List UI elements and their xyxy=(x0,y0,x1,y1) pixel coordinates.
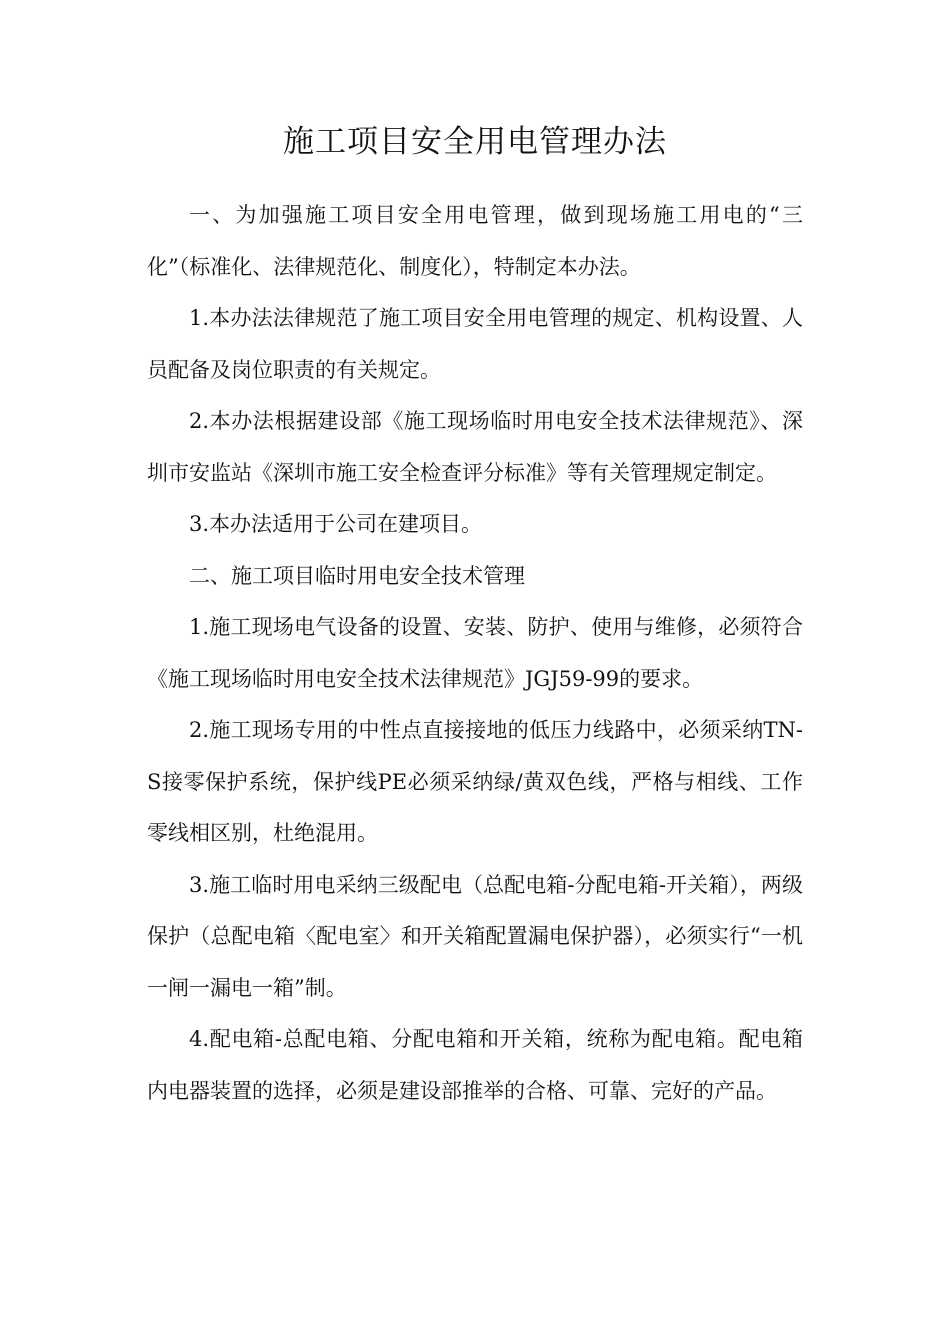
document-title: 施工项目安全用电管理办法 xyxy=(283,124,667,160)
paragraph-2-1: 1.施工现场电气设备的设置、安装、防护、使用与维修，必须符合《施工现场临时用电安全技术法律规范》JGJ59-99的要求。 xyxy=(147,615,803,691)
paragraph-intro: 一、为加强施工项目安全用电管理，做到现场施工用电的“三化”（标准化、法律规范化、制度化），特制定本办法。 xyxy=(147,203,803,279)
paragraph-2-4: 4.配电箱-总配电箱、分配电箱和开关箱，统称为配电箱。配电箱内电器装置的选择，必须是建设部推举的合格、可靠、完好的产品。 xyxy=(147,1027,803,1103)
document-body xyxy=(147,190,803,1117)
paragraph-1-2: 2.本办法根据建设部《施工现场临时用电安全技术法律规范》、深圳市安监站《深圳市施工安全检查评分标准》等有关管理规定制定。 xyxy=(147,409,803,485)
section-heading-2: 二、施工项目临时用电安全技术管理 xyxy=(189,563,525,588)
paragraph-2-3: 3.施工临时用电采纳三级配电（总配电箱-分配电箱-开关箱），两级保护（总配电箱〈配电室〉和开关箱配置漏电保护器），必须实行“一机一闸一漏电一箱”制。 xyxy=(147,872,803,1000)
paragraph-1-1: 1.本办法法律规范了施工项目安全用电管理的规定、机构设置、人员配备及岗位职责的有关规定。 xyxy=(147,306,803,382)
paragraph-2-2: 2.施工现场专用的中性点直接接地的低压力线路中，必须采纳TN-S接零保护系统，保护线PE必须采纳绿/黄双色线，严格与相线、工作零线相区别，杜绝混用。 xyxy=(147,718,803,845)
paragraph-1-3: 3.本办法适用于公司在建项目。 xyxy=(189,512,483,536)
